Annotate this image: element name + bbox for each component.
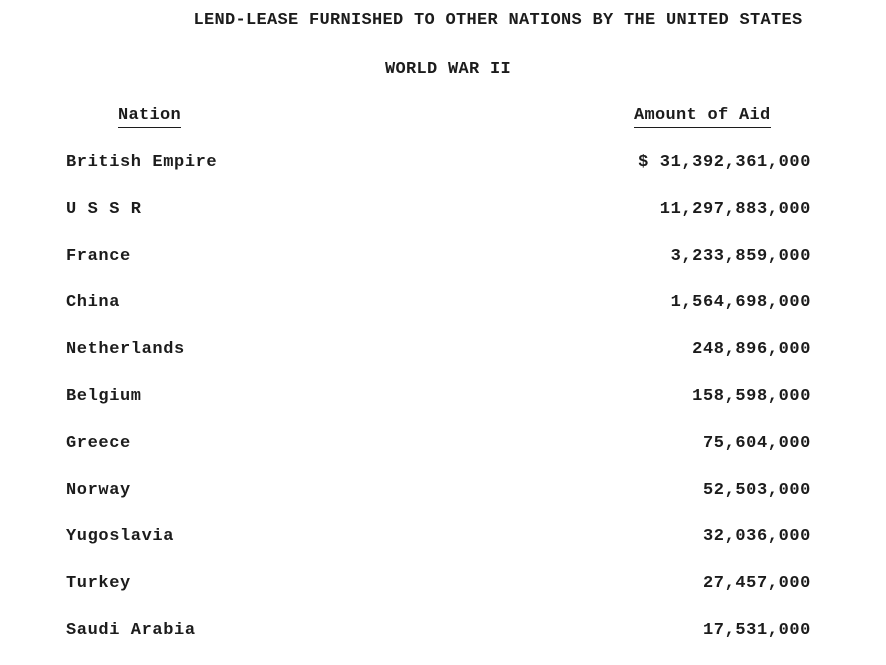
nation-cell: China bbox=[66, 293, 121, 313]
table-row bbox=[0, 618, 886, 665]
table-row bbox=[0, 571, 886, 618]
amount-cell: 1,564,698,000 bbox=[670, 293, 811, 313]
nation-cell: Norway bbox=[66, 480, 131, 500]
document-subtitle: WORLD WAR II bbox=[384, 60, 512, 79]
table-row bbox=[0, 244, 886, 291]
table-row bbox=[0, 384, 886, 431]
table-row bbox=[0, 431, 886, 478]
amount-cell: 17,531,000 bbox=[702, 620, 811, 640]
nation-cell: Saudi Arabia bbox=[66, 620, 196, 640]
nation-cell: France bbox=[66, 246, 131, 266]
table-row bbox=[0, 150, 886, 197]
amount-cell: 248,896,000 bbox=[692, 340, 811, 360]
nation-cell: U S S R bbox=[66, 199, 142, 219]
amount-cell: 3,233,859,000 bbox=[670, 246, 811, 266]
aid-table bbox=[0, 150, 886, 665]
amount-cell: $ 31,392,361,000 bbox=[638, 153, 811, 172]
nation-cell: Yugoslavia bbox=[66, 527, 175, 547]
amount-cell: 158,598,000 bbox=[692, 386, 811, 406]
table-row bbox=[0, 524, 886, 571]
amount-cell: 27,457,000 bbox=[702, 574, 811, 594]
nation-cell: Belgium bbox=[66, 386, 142, 406]
column-header-amount: Amount of Aid bbox=[634, 106, 771, 128]
document-title: LEND-LEASE FURNISHED TO OTHER NATIONS BY THE UNITED STATES bbox=[193, 11, 803, 30]
table-row bbox=[0, 337, 886, 384]
table-row bbox=[0, 290, 886, 337]
nation-cell: Turkey bbox=[66, 574, 131, 594]
amount-cell: 11,297,883,000 bbox=[659, 199, 811, 219]
amount-cell: 52,503,000 bbox=[702, 480, 811, 500]
amount-cell: 75,604,000 bbox=[702, 433, 811, 453]
amount-cell: 32,036,000 bbox=[702, 527, 811, 547]
table-row bbox=[0, 478, 886, 525]
column-header-nation: Nation bbox=[118, 106, 181, 128]
nation-cell: Greece bbox=[66, 433, 131, 453]
nation-cell: British Empire bbox=[66, 153, 218, 172]
table-row bbox=[0, 197, 886, 244]
nation-cell: Netherlands bbox=[66, 340, 185, 360]
